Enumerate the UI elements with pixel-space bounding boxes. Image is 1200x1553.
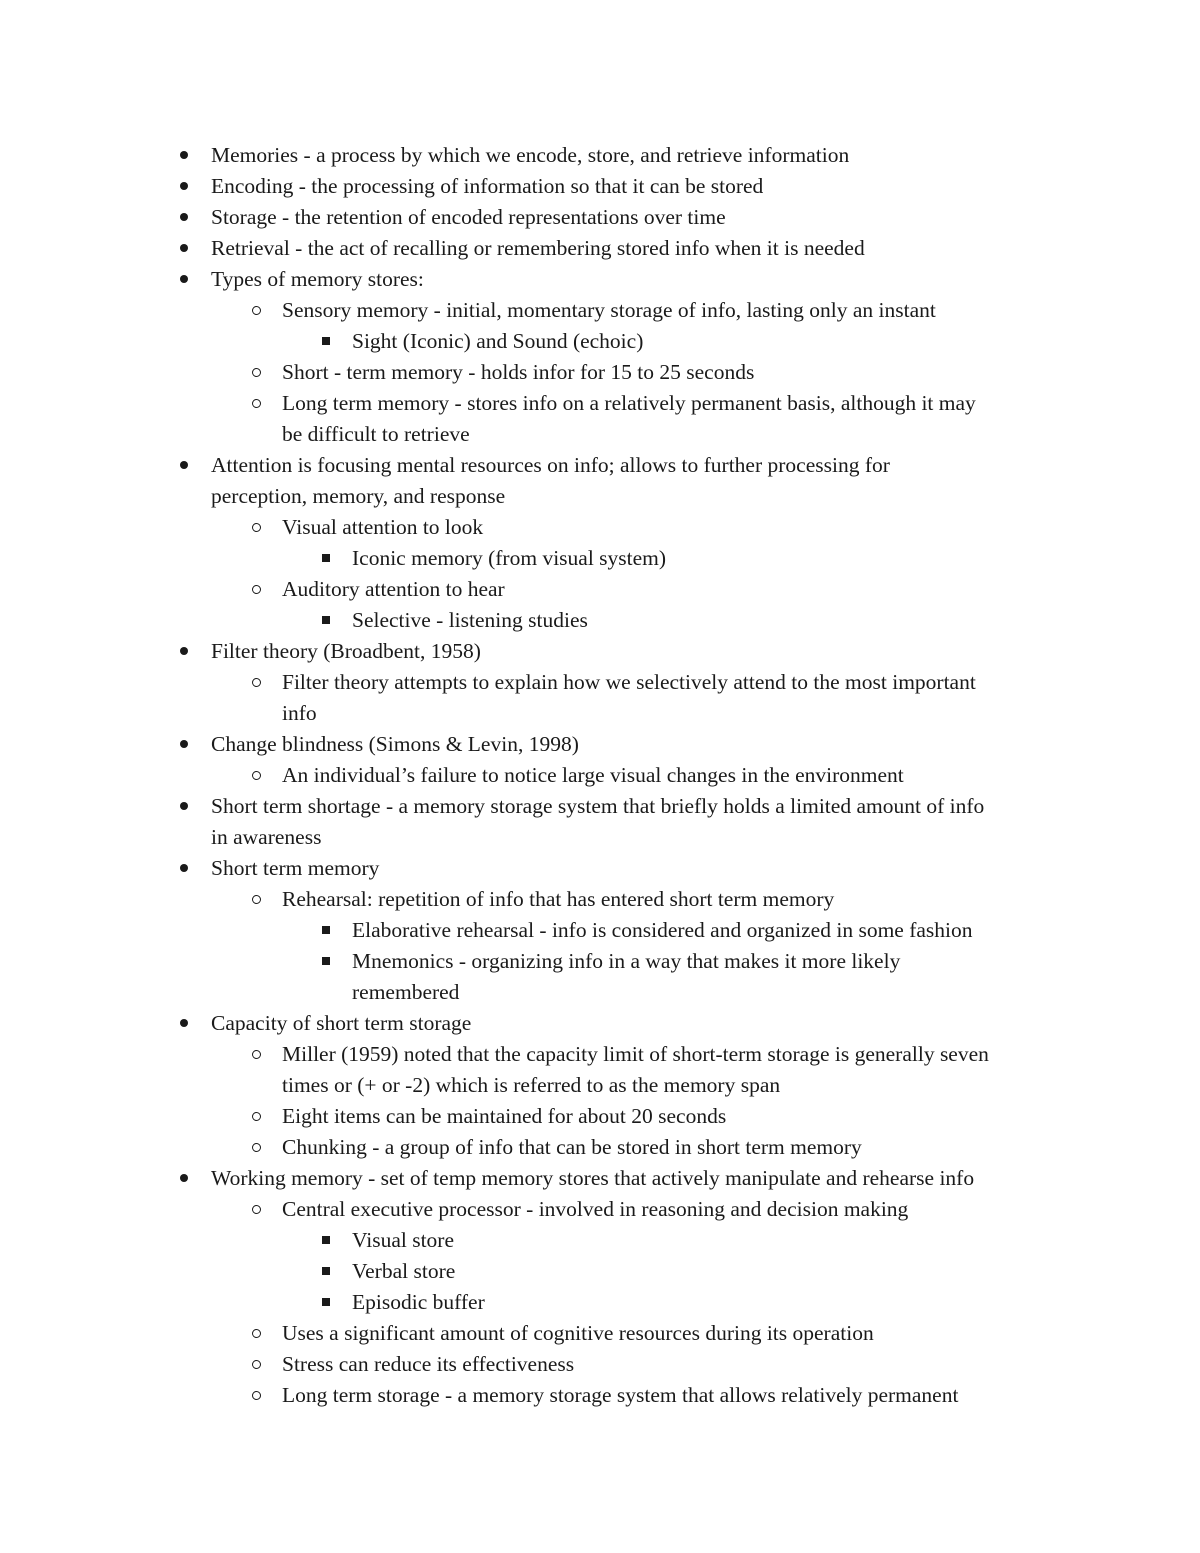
bullet-square-icon [316, 543, 336, 574]
list-item [0, 791, 1200, 822]
list-item-text: Short term memory [211, 856, 380, 880]
list-item [0, 853, 1200, 884]
list-item-text: Working memory - set of temp memory stores that actively manipulate and rehearse info [211, 1166, 975, 1190]
list-item-text: Visual store [352, 1228, 455, 1252]
list-item [0, 1163, 1200, 1194]
list-item [0, 202, 1200, 233]
list-item-continuation [0, 419, 1200, 450]
list-item-continuation [0, 822, 1200, 853]
list-item [0, 357, 1200, 388]
bullet-circle-icon [246, 1039, 266, 1070]
bullet-circle-icon [246, 388, 266, 419]
list-item-text: Long term storage - a memory storage system that allows relatively permanent [282, 1383, 959, 1407]
list-item-text: Stress can reduce its effectiveness [282, 1352, 575, 1376]
bullet-circle-icon [246, 1380, 266, 1411]
list-item-text: Chunking - a group of info that can be stored in short term memory [282, 1135, 862, 1159]
list-item-text: times or (+ or -2) which is referred to as the memory span [282, 1073, 781, 1097]
bullet-dot-icon [174, 729, 194, 760]
bullet-circle-icon [246, 574, 266, 605]
list-item-text: Storage - the retention of encoded representations over time [211, 205, 726, 229]
bullet-circle-icon [246, 357, 266, 388]
bullet-square-icon [316, 605, 336, 636]
list-item [0, 1008, 1200, 1039]
bullet-circle-icon [246, 1132, 266, 1163]
list-item-text: Visual attention to look [282, 515, 484, 539]
list-item-text: in awareness [211, 825, 322, 849]
list-item-text: Elaborative rehearsal - info is considered and organized in some fashion [352, 918, 973, 942]
list-item-text: Iconic memory (from visual system) [352, 546, 667, 570]
list-item [0, 915, 1200, 946]
list-item [0, 295, 1200, 326]
list-item-continuation [0, 1070, 1200, 1101]
bullet-dot-icon [174, 636, 194, 667]
list-item [0, 1287, 1200, 1318]
bullet-circle-icon [246, 884, 266, 915]
list-item [0, 140, 1200, 171]
bullet-circle-icon [246, 1194, 266, 1225]
list-item [0, 605, 1200, 636]
list-item-text: Capacity of short term storage [211, 1011, 472, 1035]
list-item-text: perception, memory, and response [211, 484, 506, 508]
list-item-text: Types of memory stores: [211, 267, 424, 291]
list-item-text: Mnemonics - organizing info in a way that makes it more likely [352, 949, 901, 973]
bullet-dot-icon [174, 791, 194, 822]
list-item-text: Miller (1959) noted that the capacity limit of short-term storage is generally seven [282, 1042, 989, 1066]
list-item-text: Retrieval - the act of recalling or remembering stored info when it is needed [211, 236, 865, 260]
list-item [0, 512, 1200, 543]
bullet-square-icon [316, 1225, 336, 1256]
list-item-continuation [0, 698, 1200, 729]
list-item-text: Short - term memory - holds infor for 15 to 25 seconds [282, 360, 755, 384]
list-item-text: Sensory memory - initial, momentary storage of info, lasting only an instant [282, 298, 936, 322]
list-item-text: Auditory attention to hear [282, 577, 505, 601]
list-item-text: Long term memory - stores info on a relatively permanent basis, although it may [282, 391, 976, 415]
list-item [0, 760, 1200, 791]
list-item [0, 264, 1200, 295]
list-item [0, 171, 1200, 202]
list-item-text: Encoding - the processing of information so that it can be stored [211, 174, 764, 198]
list-item-text: Central executive processor - involved in reasoning and decision making [282, 1197, 909, 1221]
bullet-circle-icon [246, 667, 266, 698]
bullet-dot-icon [174, 171, 194, 202]
list-item [0, 1132, 1200, 1163]
bullet-square-icon [316, 946, 336, 977]
bullet-circle-icon [246, 1101, 266, 1132]
bullet-dot-icon [174, 264, 194, 295]
list-item [0, 543, 1200, 574]
list-item [0, 729, 1200, 760]
list-item [0, 326, 1200, 357]
bullet-dot-icon [174, 1008, 194, 1039]
list-item [0, 450, 1200, 481]
bullet-dot-icon [174, 202, 194, 233]
list-item [0, 1194, 1200, 1225]
bulleted-notes [0, 140, 1200, 1411]
list-item [0, 1318, 1200, 1349]
list-item [0, 1349, 1200, 1380]
list-item-text: Eight items can be maintained for about 20 seconds [282, 1104, 727, 1128]
list-item-text: An individual’s failure to notice large visual changes in the environment [282, 763, 904, 787]
bullet-circle-icon [246, 512, 266, 543]
list-item-text: Memories - a process by which we encode, store, and retrieve information [211, 143, 850, 167]
list-item-text: Verbal store [352, 1259, 456, 1283]
list-item-text: be difficult to retrieve [282, 422, 470, 446]
list-item-text: Filter theory attempts to explain how we selectively attend to the most important [282, 670, 976, 694]
bullet-dot-icon [174, 233, 194, 264]
list-item-continuation [0, 481, 1200, 512]
bullet-square-icon [316, 1287, 336, 1318]
list-item-text: info [282, 701, 317, 725]
list-item-text: Episodic buffer [352, 1290, 485, 1314]
bullet-circle-icon [246, 1318, 266, 1349]
bullet-square-icon [316, 326, 336, 357]
bullet-square-icon [316, 1256, 336, 1287]
list-item-text: Filter theory (Broadbent, 1958) [211, 639, 481, 663]
bullet-circle-icon [246, 1349, 266, 1380]
list-item [0, 1039, 1200, 1070]
list-item [0, 1101, 1200, 1132]
list-item-text: remembered [352, 980, 460, 1004]
list-item-text: Short term shortage - a memory storage system that briefly holds a limited amount of info [211, 794, 985, 818]
bullet-dot-icon [174, 853, 194, 884]
bullet-circle-icon [246, 760, 266, 791]
list-item-text: Uses a significant amount of cognitive resources during its operation [282, 1321, 874, 1345]
list-item [0, 233, 1200, 264]
list-item-text: Sight (Iconic) and Sound (echoic) [352, 329, 644, 353]
list-item-text: Change blindness (Simons & Levin, 1998) [211, 732, 579, 756]
list-item-text: Attention is focusing mental resources on info; allows to further processing for [211, 453, 890, 477]
list-item [0, 667, 1200, 698]
list-item-text: Selective - listening studies [352, 608, 588, 632]
list-item [0, 574, 1200, 605]
bullet-circle-icon [246, 295, 266, 326]
list-item-continuation [0, 977, 1200, 1008]
list-item [0, 1380, 1200, 1411]
bullet-square-icon [316, 915, 336, 946]
list-item [0, 884, 1200, 915]
list-item [0, 1256, 1200, 1287]
bullet-dot-icon [174, 450, 194, 481]
bullet-dot-icon [174, 1163, 194, 1194]
list-item [0, 636, 1200, 667]
list-item [0, 946, 1200, 977]
list-item [0, 388, 1200, 419]
list-item [0, 1225, 1200, 1256]
bullet-dot-icon [174, 140, 194, 171]
list-item-text: Rehearsal: repetition of info that has entered short term memory [282, 887, 835, 911]
